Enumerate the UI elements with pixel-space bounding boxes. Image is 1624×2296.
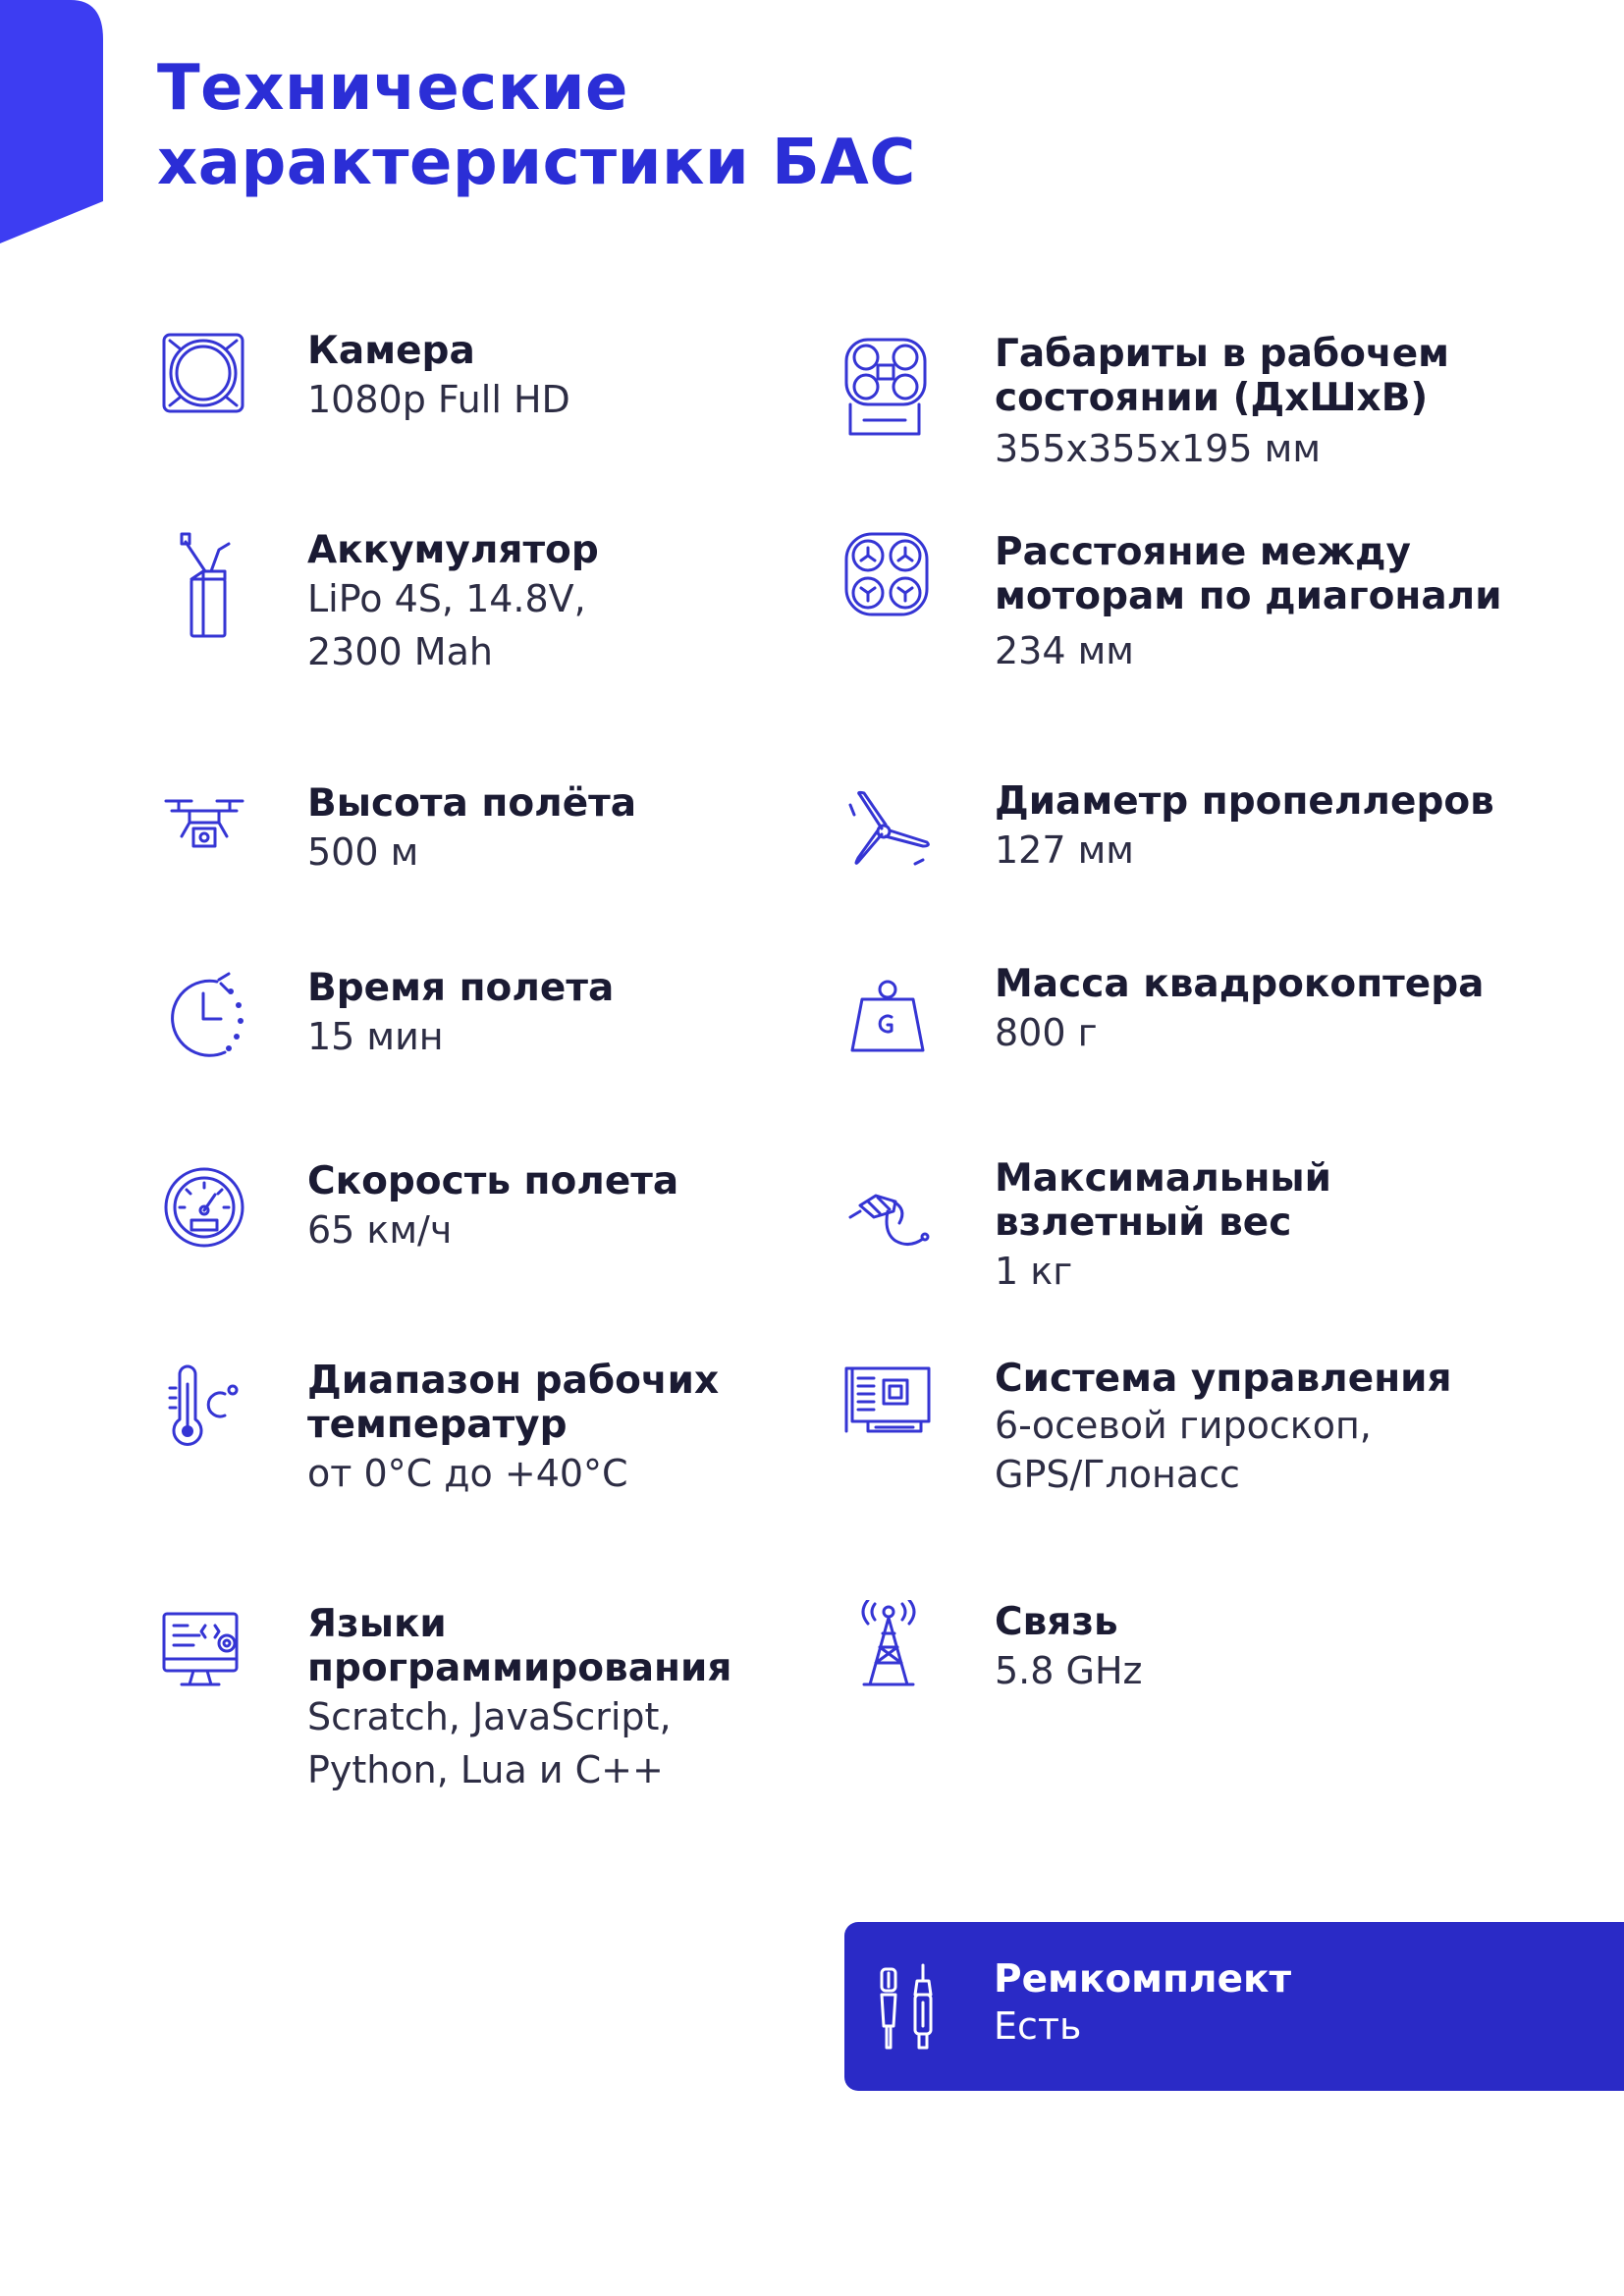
spec-label: Время полета bbox=[307, 966, 615, 1010]
tools-icon bbox=[874, 1963, 952, 2052]
spec-label: Система управления bbox=[995, 1357, 1452, 1401]
spec-label: Языки программирования bbox=[307, 1602, 732, 1690]
radio-tower-icon bbox=[844, 1600, 933, 1688]
spec-label: Габариты в рабочем состоянии (ДхШхВ) bbox=[995, 332, 1450, 420]
spec-label: Связь bbox=[995, 1600, 1118, 1644]
spec-value: 1 кг bbox=[995, 1250, 1073, 1293]
spec-label: Максимальный взлетный вес bbox=[995, 1156, 1332, 1245]
repair-kit-value: Есть bbox=[994, 2004, 1082, 2048]
spec-value: 500 м bbox=[307, 830, 419, 874]
spec-label: Камера bbox=[307, 329, 475, 373]
corner-accent-tab bbox=[0, 0, 108, 245]
cable-connector-icon bbox=[844, 1178, 933, 1266]
spec-label: Диапазон рабочих температур bbox=[307, 1359, 720, 1447]
spec-value: 65 км/ч bbox=[307, 1208, 453, 1252]
thermometer-icon bbox=[160, 1364, 248, 1453]
spec-label: Диаметр пропеллеров bbox=[995, 779, 1494, 824]
timer-icon bbox=[160, 972, 248, 1060]
spec-value: 15 мин bbox=[307, 1015, 444, 1058]
spec-value: 5.8 GHz bbox=[995, 1649, 1143, 1692]
drone-icon bbox=[160, 785, 248, 874]
spec-value: 234 мм bbox=[995, 629, 1134, 672]
spec-value: 355х355х195 мм bbox=[995, 427, 1321, 470]
repair-kit-label: Ремкомплект bbox=[994, 1957, 1292, 2002]
spec-label: Расстояние между моторам по диагонали bbox=[995, 530, 1502, 618]
page-title-line: Технические bbox=[157, 52, 628, 125]
quadcopter-frame-icon bbox=[844, 530, 933, 618]
spec-value: 800 г bbox=[995, 1011, 1098, 1054]
spec-value: 6-осевой гироскоп, GPS/Глонасс bbox=[995, 1404, 1372, 1496]
spec-value: LiPo 4S, 14.8V, 2300 Mah bbox=[307, 577, 586, 673]
propeller-icon bbox=[844, 785, 933, 874]
page-title bbox=[157, 51, 916, 200]
repair-kit-panel bbox=[844, 1922, 1624, 2091]
battery-icon bbox=[160, 530, 248, 638]
spec-value: 127 мм bbox=[995, 828, 1134, 872]
camera-icon bbox=[160, 329, 248, 417]
circuit-board-icon bbox=[844, 1362, 933, 1451]
dimensions-icon bbox=[844, 332, 933, 440]
spec-value: Scratch, JavaScript, Python, Lua и С++ bbox=[307, 1695, 672, 1791]
spec-label: Высота полёта bbox=[307, 781, 637, 826]
spec-value: 1080p Full HD bbox=[307, 378, 570, 421]
spec-label: Аккумулятор bbox=[307, 528, 599, 572]
speedometer-icon bbox=[160, 1163, 248, 1252]
weight-icon bbox=[844, 972, 933, 1060]
page-title-line: характеристики БАС bbox=[157, 127, 916, 199]
spec-value: от 0°C до +40°C bbox=[307, 1452, 628, 1495]
spec-label: Скорость полета bbox=[307, 1159, 679, 1203]
coding-monitor-icon bbox=[160, 1610, 248, 1698]
spec-label: Масса квадрокоптера bbox=[995, 962, 1485, 1006]
